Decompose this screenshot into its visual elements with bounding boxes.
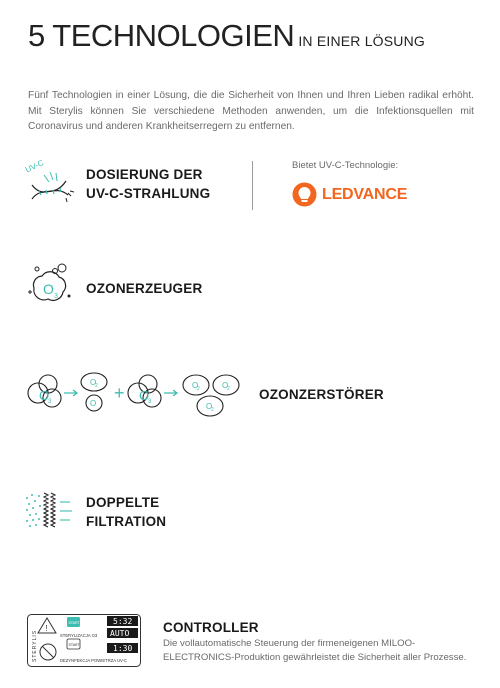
svg-text:3: 3 <box>54 293 58 300</box>
ledvance-wordmark: LEDVANCE <box>322 185 408 203</box>
plus-sign: + <box>114 383 125 403</box>
svg-text:2: 2 <box>197 386 200 392</box>
svg-text:2: 2 <box>227 386 230 392</box>
svg-text:O: O <box>192 381 199 390</box>
svg-text:5:32: 5:32 <box>113 617 133 626</box>
svg-text:O: O <box>222 381 229 390</box>
svg-text:O: O <box>39 388 50 403</box>
controller-description: Die vollautomatische Steuerung der firmeneigenen MILOO-ELECTRONICS-Produktion gewährleistet die Sicherheit aller Prozesse. <box>163 638 467 663</box>
uvc-dna-icon <box>22 155 77 210</box>
controller-panel <box>27 614 141 667</box>
title-main: 5 TECHNOLOGIEN <box>28 18 295 53</box>
filter-icon <box>24 490 74 532</box>
ledvance-logo <box>292 182 407 207</box>
svg-text:O: O <box>90 378 97 387</box>
intro-paragraph: Fünf Technologien in einer Lösung, die die Sicherheit von Ihnen und Ihren Lieben radikal erhöht. Mit Sterylis können Sie verschiedene Methoden anwenden, um die Infektionsquellen mit Coronavirus und anderen Krankheitserregern zu entfernen. <box>28 90 474 132</box>
o3-molecule-icon-2 <box>128 375 161 407</box>
svg-text:O: O <box>139 388 150 403</box>
supplier-caption: Bietet UV-C-Technologie: <box>292 160 399 171</box>
svg-text:START: START <box>68 643 80 647</box>
svg-text:3: 3 <box>48 399 52 405</box>
o3-molecule-icon <box>28 375 61 407</box>
svg-text:O: O <box>43 281 54 297</box>
title-sub: IN EINER LÖSUNG <box>298 33 426 49</box>
svg-text:O: O <box>206 402 213 411</box>
controller-title: CONTROLLER <box>163 620 259 635</box>
svg-text:2: 2 <box>211 407 214 413</box>
uvc-title: DOSIERUNG DER UV-C-STRAHLUNG <box>86 167 211 201</box>
svg-text:DEZYNFEKCJA POWIETRZA UV-C: DEZYNFEKCJA POWIETRZA UV-C <box>60 658 128 663</box>
ledvance-logo-icon <box>292 182 317 207</box>
svg-text:2: 2 <box>95 383 98 389</box>
svg-text:O: O <box>90 399 97 408</box>
ozone-generator-title: OZONERZEUGER <box>86 281 203 296</box>
ozone-generator-icon <box>24 262 74 308</box>
divider <box>252 161 253 210</box>
uvc-icon-label: UV-C <box>23 158 46 175</box>
o2-and-o-icon <box>81 373 107 411</box>
svg-text:AUTO: AUTO <box>110 629 130 638</box>
svg-text:STERYLIZACJA O3: STERYLIZACJA O3 <box>60 633 98 638</box>
svg-text:START: START <box>68 621 80 625</box>
o2-molecules-icon <box>183 375 239 416</box>
page-title <box>28 18 425 54</box>
svg-text:!: ! <box>45 624 48 633</box>
ozone-destroyer-title: OZONZERSTÖRER <box>259 387 384 402</box>
ozone-reaction-diagram <box>24 368 246 420</box>
svg-text:3: 3 <box>148 399 152 405</box>
panel-brand: STERYLIS <box>32 629 38 662</box>
filtration-title: DOPPELTE FILTRATION <box>86 495 167 529</box>
svg-text:1:30: 1:30 <box>113 644 133 653</box>
